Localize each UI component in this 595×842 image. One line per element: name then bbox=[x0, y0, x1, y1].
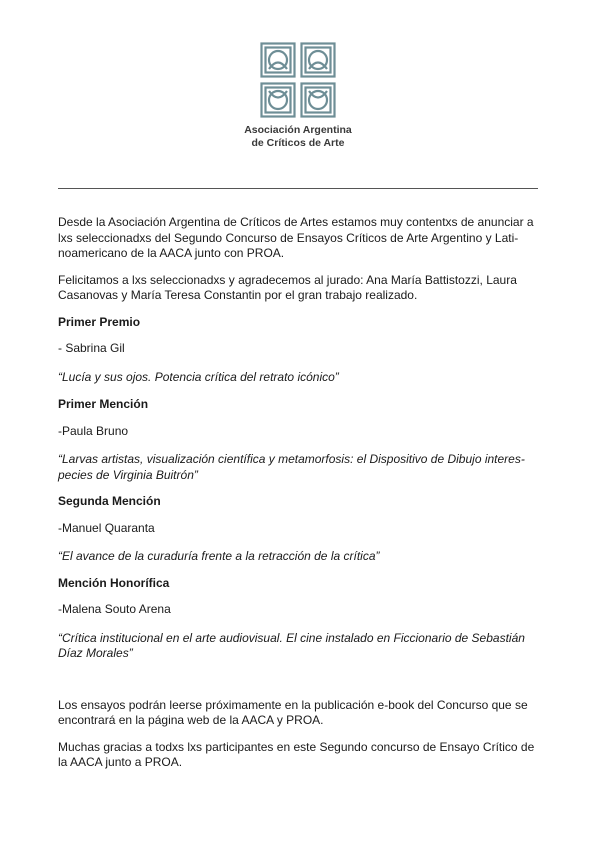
aaca-logo-icon bbox=[260, 42, 336, 118]
award-essay-title: “Larvas artistas, visualización científica y metamorfosis: el Dispositivo de Dibujo interes-pecies de Virginia Buitrón” bbox=[58, 452, 525, 482]
award-category: Primer Premio bbox=[58, 314, 141, 329]
intro-paragraph: Desde la Asociación Argentina de Críticos de Artes estamos muy contentxs de anunciar a lxs seleccionadxs del Segundo Concurso de Ensayos Críticos de Arte Argentino y Lati-noamericano de la AACA junto con PROA. bbox=[58, 215, 534, 260]
award-category: Mención Honorífica bbox=[58, 575, 170, 590]
award-winner: -Malena Souto Arena bbox=[58, 602, 171, 616]
thanks-paragraph: Felicitamos a lxs seleccionadxs y agradecemos al jurado: Ana María Battistozzi, Laura Casanovas y María Teresa Constantin por el gran trabajo realizado. bbox=[58, 272, 517, 302]
award-category: Primer Mención bbox=[58, 397, 149, 411]
document-body bbox=[58, 215, 540, 771]
closing-paragraph: Muchas gracias a todxs lxs participantes en este Segundo concurso de Ensayo Crítico de la AACA junto a PROA. bbox=[58, 739, 535, 769]
org-name bbox=[200, 124, 396, 150]
publication-paragraph: Los ensayos podrán leerse próximamente en la publicación e-book del Concurso que se encontrará en la página web de la AACA y PROA. bbox=[58, 697, 528, 727]
org-name-line2: de Críticos de Arte bbox=[251, 137, 345, 149]
award-winner: - Sabrina Gil bbox=[58, 341, 125, 355]
award-essay-title: “Lucía y sus ojos. Potencia crítica del retrato icónico” bbox=[58, 369, 339, 384]
award-winner: -Paula Bruno bbox=[58, 423, 129, 438]
award-essay-title: “Crítica institucional en el arte audiovisual. El cine instalado en Ficcionario de Sebastián Díaz Morales” bbox=[58, 630, 525, 660]
award-essay-title: “El avance de la curaduría frente a la retracción de la crítica” bbox=[58, 549, 380, 563]
award-category: Segunda Mención bbox=[58, 494, 161, 508]
award-winner: -Manuel Quaranta bbox=[58, 520, 155, 535]
header-divider bbox=[58, 188, 538, 189]
org-name-line1: Asociación Argentina bbox=[244, 124, 352, 136]
